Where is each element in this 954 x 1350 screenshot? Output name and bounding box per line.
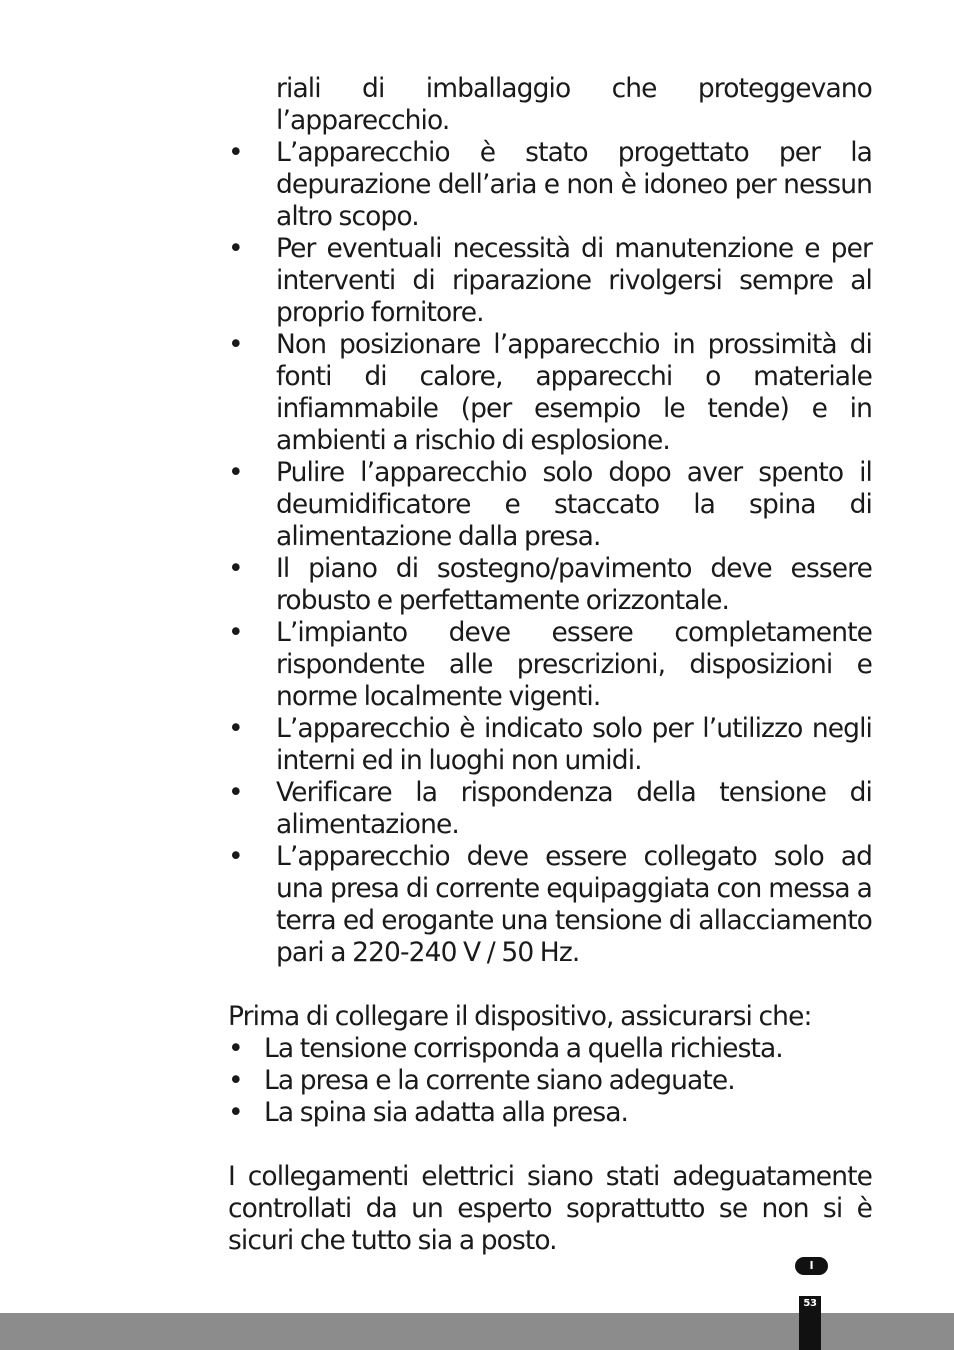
page-number: 53 [803, 1298, 817, 1309]
list-item: • Per eventuali necessità di manutenzione e per interventi di riparazione rivolgersi sempre al proprio fornitore. [228, 233, 872, 329]
connection-checklist [228, 1033, 872, 1129]
list-item: • Non posizionare l’apparecchio in prossimità di fonti di calore, apparecchi o materiale infiammabile (per esempio le tende) e in ambienti a rischio di esplosione. [228, 329, 872, 457]
list-item: • La spina sia adatta alla presa. [228, 1097, 872, 1129]
list-item: • L’impianto deve essere completamente rispondente alle prescrizioni, disposizioni e norme localmente vigenti. [228, 617, 872, 713]
list-item: • Pulire l’apparecchio solo dopo aver spento il deumidificatore e staccato la spina di alimentazione dalla presa. [228, 457, 872, 553]
list-item: • La presa e la corrente siano adeguate. [228, 1065, 872, 1097]
safety-warnings-list [228, 73, 872, 969]
final-note: I collegamenti elettrici siano stati adeguatamente controllati da un esperto soprattutto se non si è sicuri che tutto sia a posto. [228, 1161, 872, 1256]
list-item: • Verificare la rispondenza della tensione di alimentazione. [228, 777, 872, 841]
page-body [228, 73, 872, 1257]
list-item: • Il piano di sostegno/pavimento deve essere robusto e perfettamente orizzontale. [228, 553, 872, 617]
list-item: riali di imballaggio che proteggevano l’apparecchio. [276, 73, 872, 136]
list-item: • L’apparecchio è indicato solo per l’utilizzo negli interni ed in luoghi non umidi. [228, 713, 872, 777]
list-item: • L’apparecchio è stato progettato per la depurazione dell’aria e non è idoneo per nessun altro scopo. [228, 137, 872, 233]
checklist-intro: Prima di collegare il dispositivo, assicurarsi che: [228, 1001, 812, 1032]
list-item: • L’apparecchio deve essere collegato solo ad una presa di corrente equipaggiata con messa a terra ed erogante una tensione di allacciamento pari a 220-240 V / 50 Hz. [228, 841, 872, 969]
language-badge: I [795, 1257, 828, 1275]
list-item: • La tensione corrisponda a quella richiesta. [228, 1033, 872, 1065]
page-number-tab [799, 1296, 821, 1350]
